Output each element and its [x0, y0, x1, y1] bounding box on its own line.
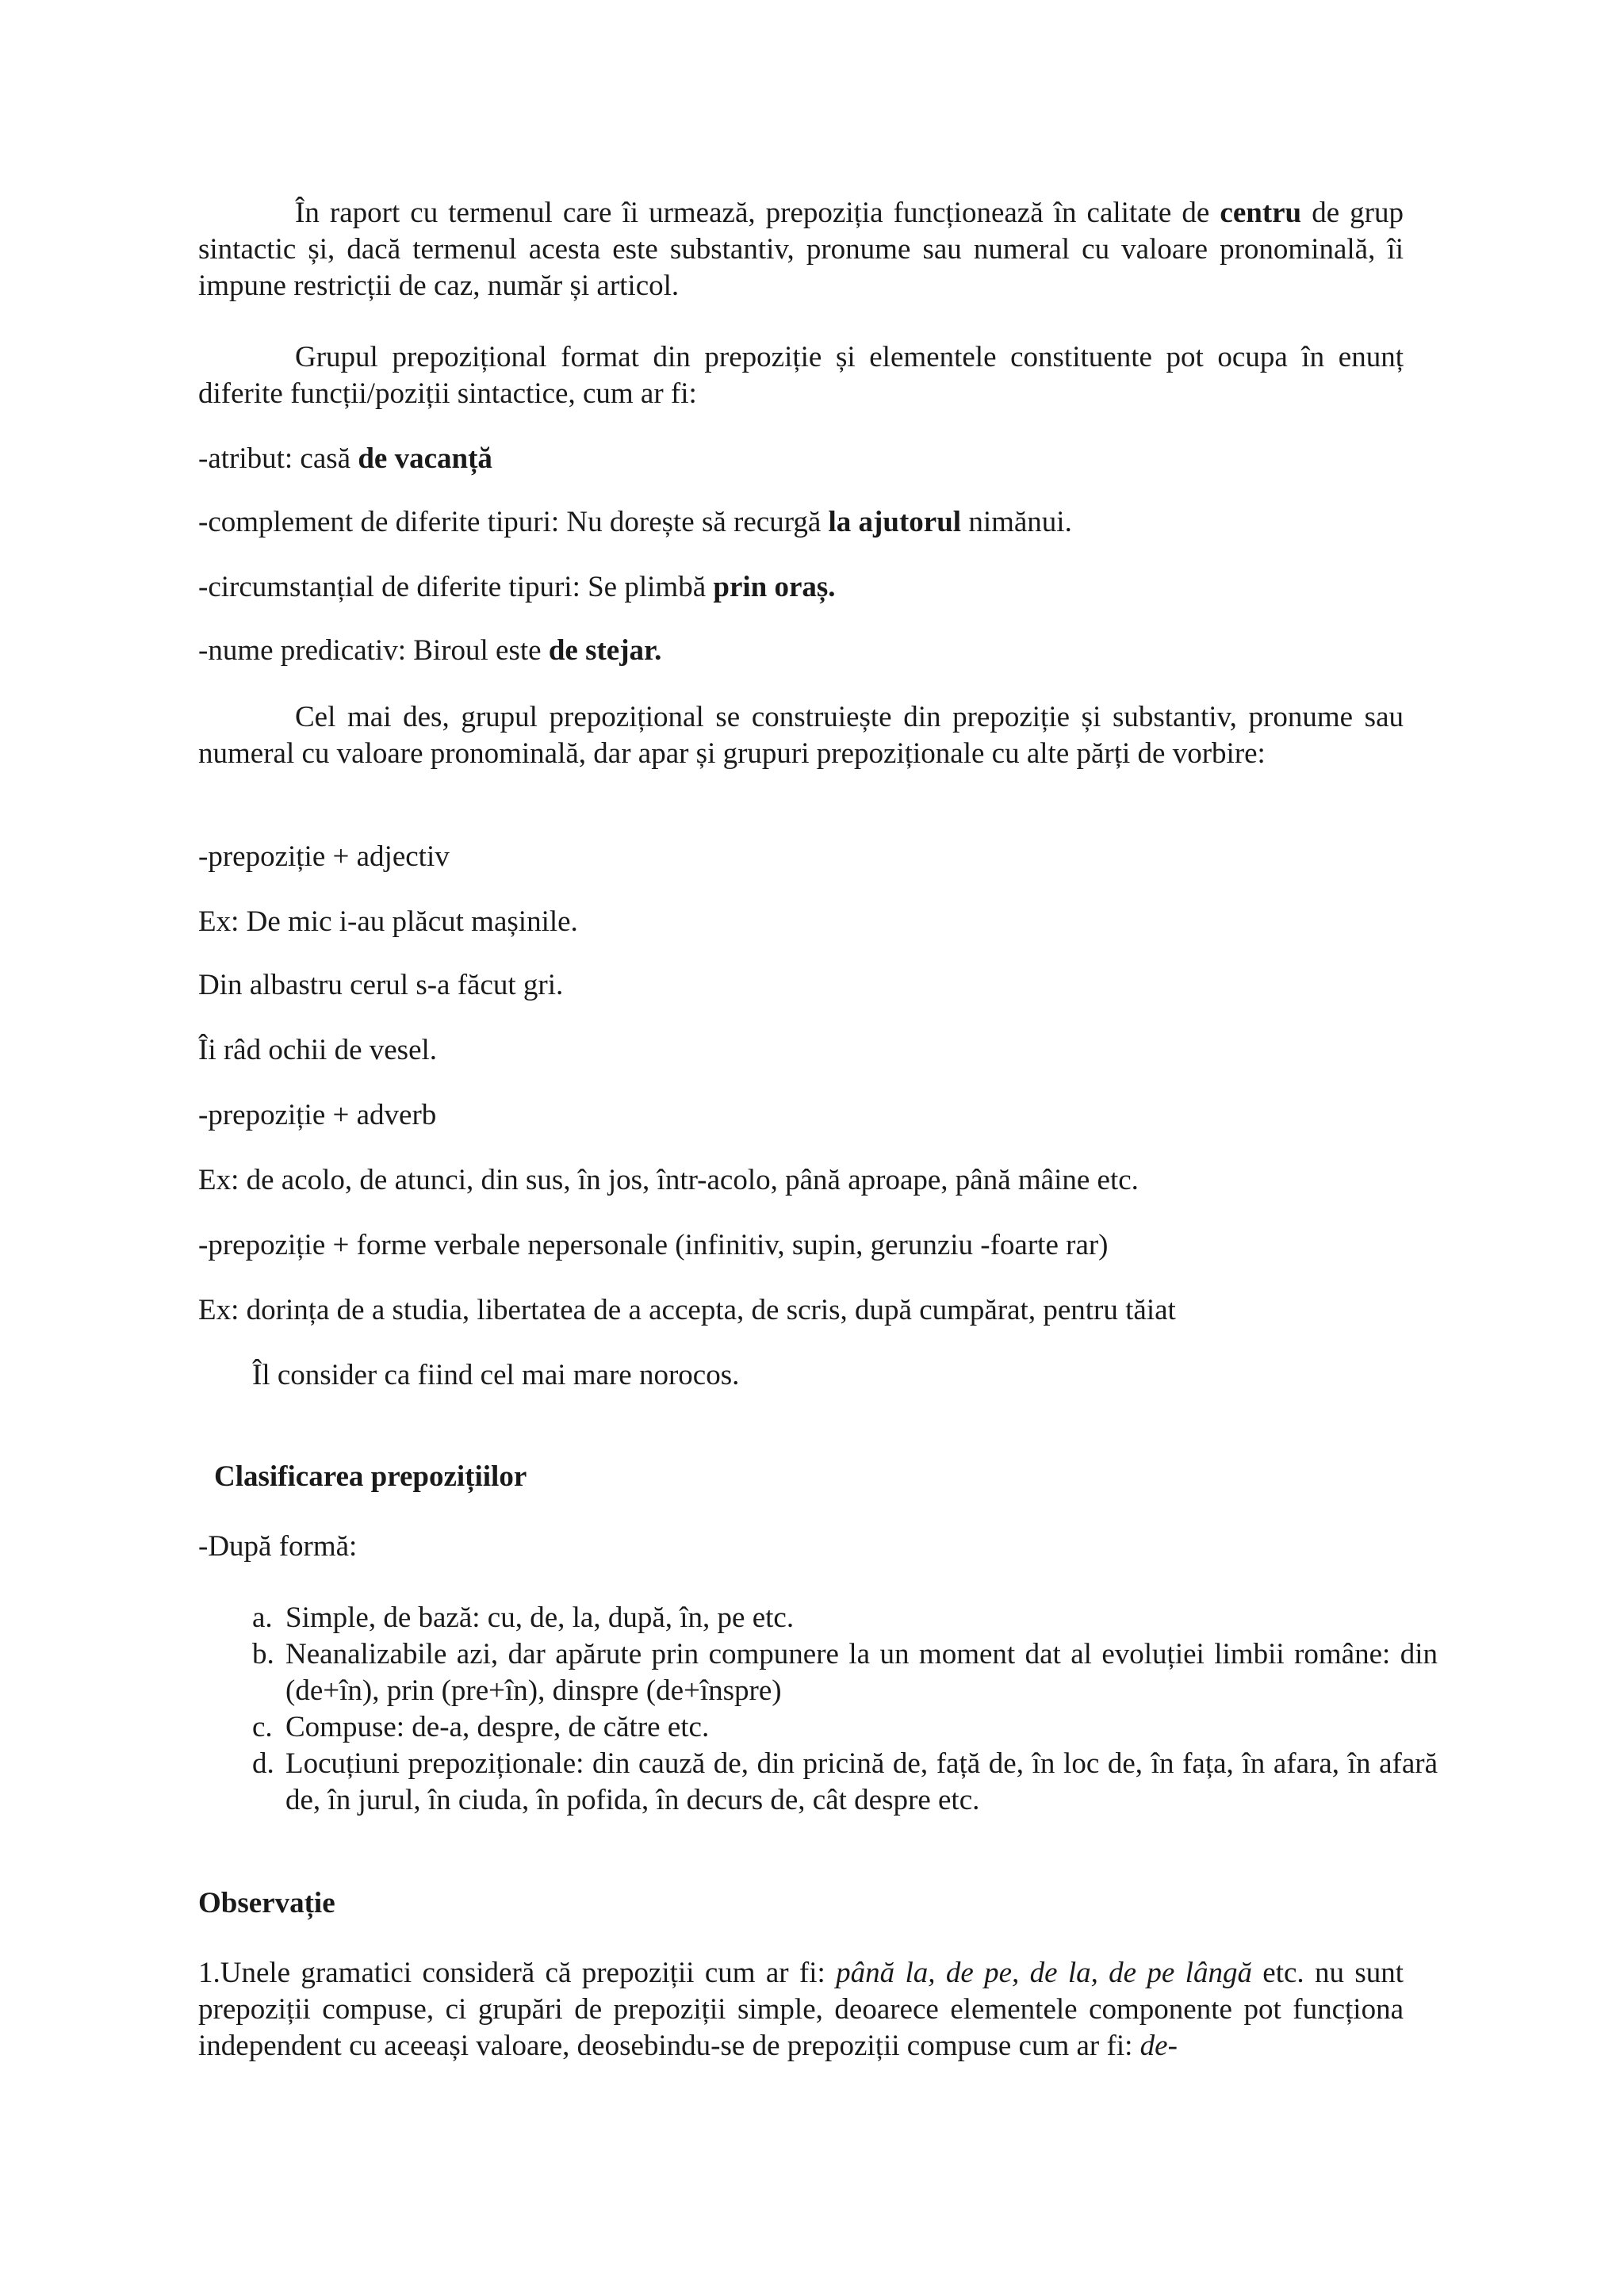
function-example: la ajutorul — [828, 506, 962, 538]
list-marker: b. — [252, 1638, 274, 1670]
dupa-forma-label: -După formă: — [198, 1530, 358, 1563]
function-example: de stejar. — [548, 634, 662, 667]
list-item — [252, 1636, 1438, 1709]
list-marker: c. — [252, 1711, 273, 1743]
paragraph-text: În raport cu termenul care îi urmează, prepoziția funcționează în calitate de — [295, 197, 1220, 229]
paragraph-group: Grupul prepozițional format din prepoziție și elementele constituente pot ocupa în enunț diferite funcții/poziții sintactice, cum ar fi: — [198, 341, 1404, 410]
example-verbal-1: Ex: dorința de a studia, libertatea de a accepta, de scris, după cumpărat, pentru tăiat — [198, 1294, 1176, 1326]
example-adjectiv-1: Ex: De mic i-au plăcut mașinile. — [198, 905, 578, 938]
example-adverb: Ex: de acolo, de atunci, din sus, în jos, într-acolo, până aproape, până mâine etc. — [198, 1164, 1139, 1196]
function-atribut — [198, 441, 1404, 477]
list-item — [252, 1709, 1438, 1746]
function-example: de vacanță — [358, 442, 492, 475]
list-item — [252, 1600, 1438, 1636]
function-circumstantial — [198, 569, 1404, 606]
list-item — [252, 1746, 1438, 1819]
section-title-text: Clasificarea prepozițiilor — [214, 1460, 527, 1493]
observation-italic: până la, de pe, de la, de pe lângă — [836, 1957, 1252, 1989]
function-complement — [198, 504, 1404, 541]
function-nume-predicativ — [198, 633, 1404, 669]
function-label: -complement de diferite tipuri: Nu dorește să recurgă — [198, 506, 829, 538]
heading-verbal: -prepoziție + forme verbale nepersonale (infinitiv, supin, gerunziu -foarte rar) — [198, 1229, 1109, 1261]
function-label: -circumstanțial de diferite tipuri: Se plimbă — [198, 571, 714, 603]
list-text: Locuțiuni prepoziționale: din cauză de, din pricină de, față de, în loc de, în fața, în afara, în afară de, în jurul, în ciuda, în pofida, în decurs de, cât despre etc. — [285, 1747, 1438, 1816]
observation-text: etc. nu sunt prepoziții compuse, ci grupări de prepoziții simple, deoarece elementele componente pot funcționa independent cu aceeași valoare, deosebindu-se de prepoziții compuse cum ar fi: — [198, 1957, 1404, 2062]
list-marker: a. — [252, 1601, 273, 1634]
emphasis-centru: centru — [1220, 197, 1302, 229]
list-marker: d. — [252, 1747, 274, 1780]
function-label: -atribut: casă — [198, 442, 358, 475]
paragraph-intro — [198, 195, 1404, 304]
paragraph-text: de grup sintactic și, dacă termenul acesta este substantiv, pronume sau numeral cu valoare pronominală, îi impune restricții de caz, număr și articol. — [198, 197, 1404, 302]
observation-title-text: Observație — [198, 1887, 335, 1919]
function-label: -nume predicativ: Biroul este — [198, 634, 549, 667]
list-text: Neanalizabile azi, dar apărute prin compunere la un moment dat al evoluției limbii române: din (de+în), prin (pre+în), dinspre (de+înspre) — [285, 1638, 1438, 1707]
observation-italic: de- — [1139, 2030, 1178, 2062]
section-title — [214, 1459, 1419, 1495]
heading-adverb: -prepoziție + adverb — [198, 1099, 437, 1131]
observation-title — [198, 1885, 1404, 1922]
list-text: Simple, de bază: cu, de, la, după, în, pe etc. — [285, 1601, 795, 1634]
observation-text: 1.Unele gramatici consideră că prepoziții cum ar fi: — [198, 1957, 837, 1989]
example-verbal-2: Îl consider ca fiind cel mai mare norocos. — [252, 1359, 740, 1391]
observation-paragraph — [198, 1955, 1404, 2064]
example-adjectiv-3: Îi râd ochii de vesel. — [198, 1034, 438, 1066]
function-rest: nimănui. — [961, 506, 1072, 538]
function-example: prin oraș. — [713, 571, 836, 603]
list-text: Compuse: de-a, despre, de către etc. — [285, 1711, 710, 1743]
example-adjectiv-2: Din albastru cerul s-a făcut gri. — [198, 969, 564, 1001]
heading-adjectiv: -prepoziție + adjectiv — [198, 840, 450, 873]
paragraph-construction: Cel mai des, grupul prepozițional se construiește din prepoziție și substantiv, pronume sau numeral cu valoare pronominală, dar apar și grupuri prepoziționale cu alte părți de vorbire: — [198, 701, 1404, 770]
